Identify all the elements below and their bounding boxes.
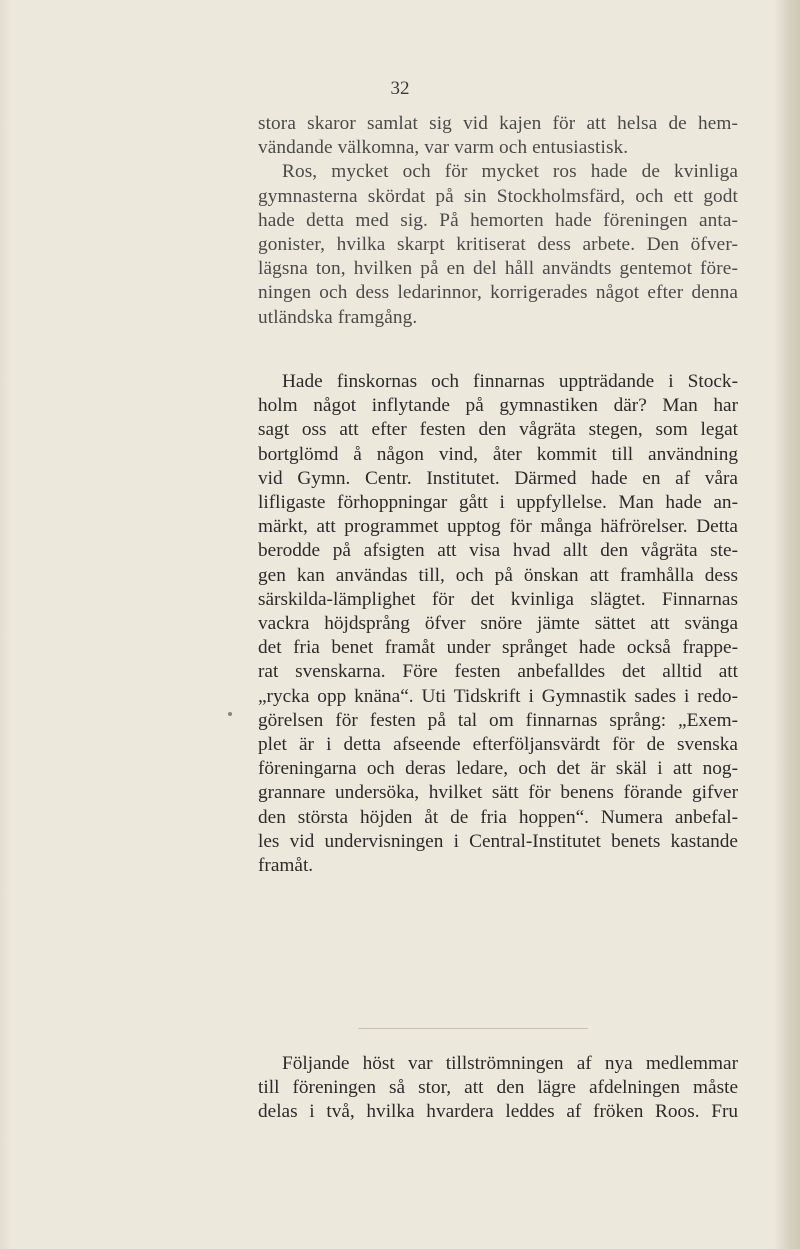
text-line: gymnasterna skördat på sin Stockholmsfärd, och ett godt (258, 185, 738, 207)
text-line: delas i två, hvilka hvardera leddes af fröken Roos. Fru (258, 1101, 738, 1123)
text-line: gen kan användas till, och på önskan att framhålla dess (258, 564, 738, 586)
paragraph-1 (258, 112, 738, 330)
text-line: vackra höjdsprång öfver snöre jämte sättet att svänga (258, 613, 738, 635)
text-line: vändande välkomna, var varm och entusiastisk. (258, 137, 629, 159)
text-line: vid Gymn. Centr. Institutet. Därmed hade en af våra (258, 467, 738, 489)
section-divider (358, 1028, 588, 1029)
page-number: 32 (390, 78, 410, 99)
text-line: rat svenskarna. Före festen anbefalldes det alltid att (258, 661, 738, 683)
text-line: till föreningen så stor, att den lägre afdelningen måste (258, 1077, 738, 1099)
text-line: görelsen för festen på tal om finnarnas språng: „Exem- (258, 709, 738, 731)
text-line: föreningarna och deras ledare, och det är skäl i att nog- (258, 758, 738, 780)
text-line: sagt oss att efter festen den vågräta stegen, som legat (258, 419, 738, 441)
text-line: stora skaror samlat sig vid kajen för att helsa de hem- (258, 113, 738, 134)
text-line: plet är i detta afseende efterföljansvärdt för de svenska (258, 734, 738, 756)
text-line: holm något inflytande på gymnastiken där? Man har (258, 395, 738, 417)
paragraph-2 (258, 370, 738, 878)
text-line: Följande höst var tillströmningen af nya medlemmar (282, 1053, 738, 1074)
text-line: hade detta med sig. På hemorten hade föreningen anta- (258, 209, 738, 231)
text-line: den största höjden åt de fria hoppen“. Numera anbefal- (258, 806, 738, 828)
text-line: Hade finskornas och finnarnas uppträdande i Stock- (282, 371, 738, 392)
text-line: utländska framgång. (258, 306, 418, 328)
text-line: särskilda-lämplighet för det kvinliga slägtet. Finnarnas (258, 588, 738, 610)
text-line: berodde på afsigten att visa hvad allt den vågräta ste- (258, 540, 738, 562)
paragraph-3 (258, 1052, 738, 1125)
text-line: gonister, hvilka skarpt kritiserat dess arbete. Den öfver- (258, 234, 738, 256)
text-line: lägsna ton, hvilken på en del håll användts gentemot före- (258, 258, 738, 280)
page-right-edge (774, 0, 800, 1249)
text-line: ningen och dess ledarinnor, korrigerades något efter denna (258, 282, 738, 304)
text-line: „rycka opp knäna“. Uti Tidskrift i Gymnastik sades i redo- (258, 685, 738, 707)
text-line: grannare undersöka, hvilket sätt för benens förande gifver (258, 782, 738, 804)
margin-mark (228, 712, 232, 716)
text-line: Ros, mycket och för mycket ros hade de kvinliga (282, 161, 738, 183)
text-line: märkt, att programmet upptog för många häfrörelser. Detta (258, 516, 738, 538)
page-left-edge (0, 0, 12, 1249)
text-line: framåt. (258, 855, 314, 877)
text-line: bortglömd å någon vind, åter kommit till användning (258, 443, 738, 465)
text-line: lifligaste förhoppningar gått i uppfyllelse. Man hade an- (258, 492, 738, 514)
text-line: det fria benet framåt under språnget hade också frappe- (258, 637, 738, 659)
text-line: les vid undervisningen i Central-Institutet benets kastande (258, 830, 738, 852)
